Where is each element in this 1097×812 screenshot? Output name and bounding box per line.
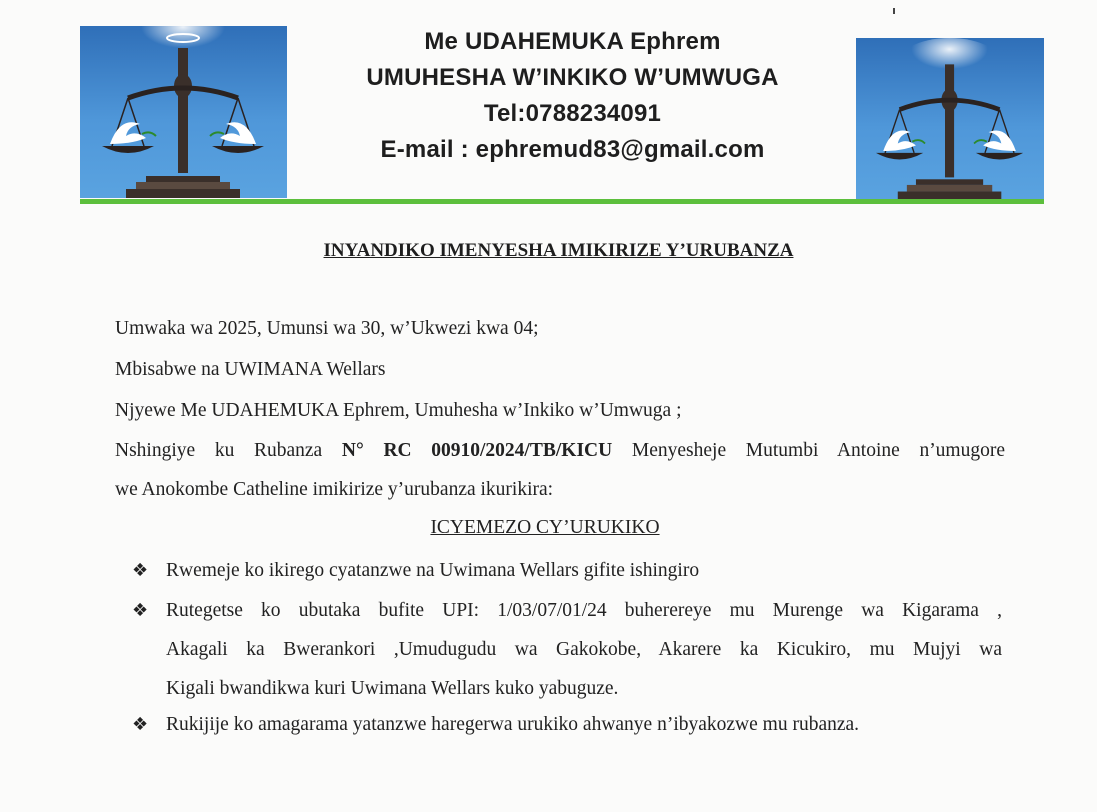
case-number: N° RC 00910/2024/TB/KICU	[341, 440, 613, 461]
letterhead-text	[300, 24, 845, 168]
scales-of-justice-logo-left	[80, 26, 287, 198]
scan-speck	[893, 8, 895, 14]
bullet-text: Kigali bwandikwa kuri Uwimana Wellars kuko yabuguze.	[166, 678, 619, 699]
letterhead-role: UMUHESHA W’INKIKO W’UMWUGA	[366, 64, 779, 91]
case-intro-suffix: Menyesheje Mutumbi Antoine n’umugore	[612, 440, 1005, 461]
case-intro-line-2: we Anokombe Catheline imikirize y’urubanza ikurikira:	[115, 479, 554, 500]
four-diamond-bullet-icon: ❖	[132, 600, 149, 621]
letterhead-name: Me UDAHEMUKA Ephrem	[424, 28, 721, 55]
section-heading: ICYEMEZO CY’URUKIKO	[430, 517, 660, 538]
letterhead-email: E-mail : ephremud83@gmail.com	[380, 136, 765, 163]
bullet-text: Rukijije ko amagarama yatanzwe haregerwa urukiko ahwanye n’ibyakozwe mu rubanza.	[166, 714, 860, 735]
letterhead-phone: Tel:0788234091	[483, 100, 662, 127]
self-intro-line: Njyewe Me UDAHEMUKA Ephrem, Umuhesha w’Inkiko w’Umwuga ;	[115, 400, 682, 421]
case-intro-prefix: Nshingiye ku Rubanza	[115, 440, 342, 461]
scales-of-justice-with-doves-icon	[80, 26, 287, 198]
letterhead-divider	[80, 199, 1044, 204]
case-intro-line	[115, 440, 1005, 462]
scales-of-justice-with-doves-icon	[856, 38, 1044, 200]
four-diamond-bullet-icon: ❖	[132, 714, 149, 735]
scales-of-justice-logo-right	[856, 38, 1044, 200]
bullet-text: Akagali ka Bwerankori ,Umudugudu wa Gakokobe, Akarere ka Kicukiro, mu Mujyi wa	[166, 639, 1002, 660]
requested-by-line: Mbisabwe na UWIMANA Wellars	[115, 359, 386, 380]
four-diamond-bullet-icon: ❖	[132, 560, 149, 581]
date-line: Umwaka wa 2025, Umunsi wa 30, w’Ukwezi kwa 04;	[115, 318, 539, 339]
bullet-text: Rutegetse ko ubutaka bufite UPI: 1/03/07/01/24 buherereye mu Murenge wa Kigarama ,	[166, 600, 1002, 621]
bullet-text: Rwemeje ko ikirego cyatanzwe na Uwimana Wellars gifite ishingiro	[166, 560, 700, 581]
document-title: INYANDIKO IMENYESHA IMIKIRIZE Y’URUBANZA	[323, 240, 794, 261]
